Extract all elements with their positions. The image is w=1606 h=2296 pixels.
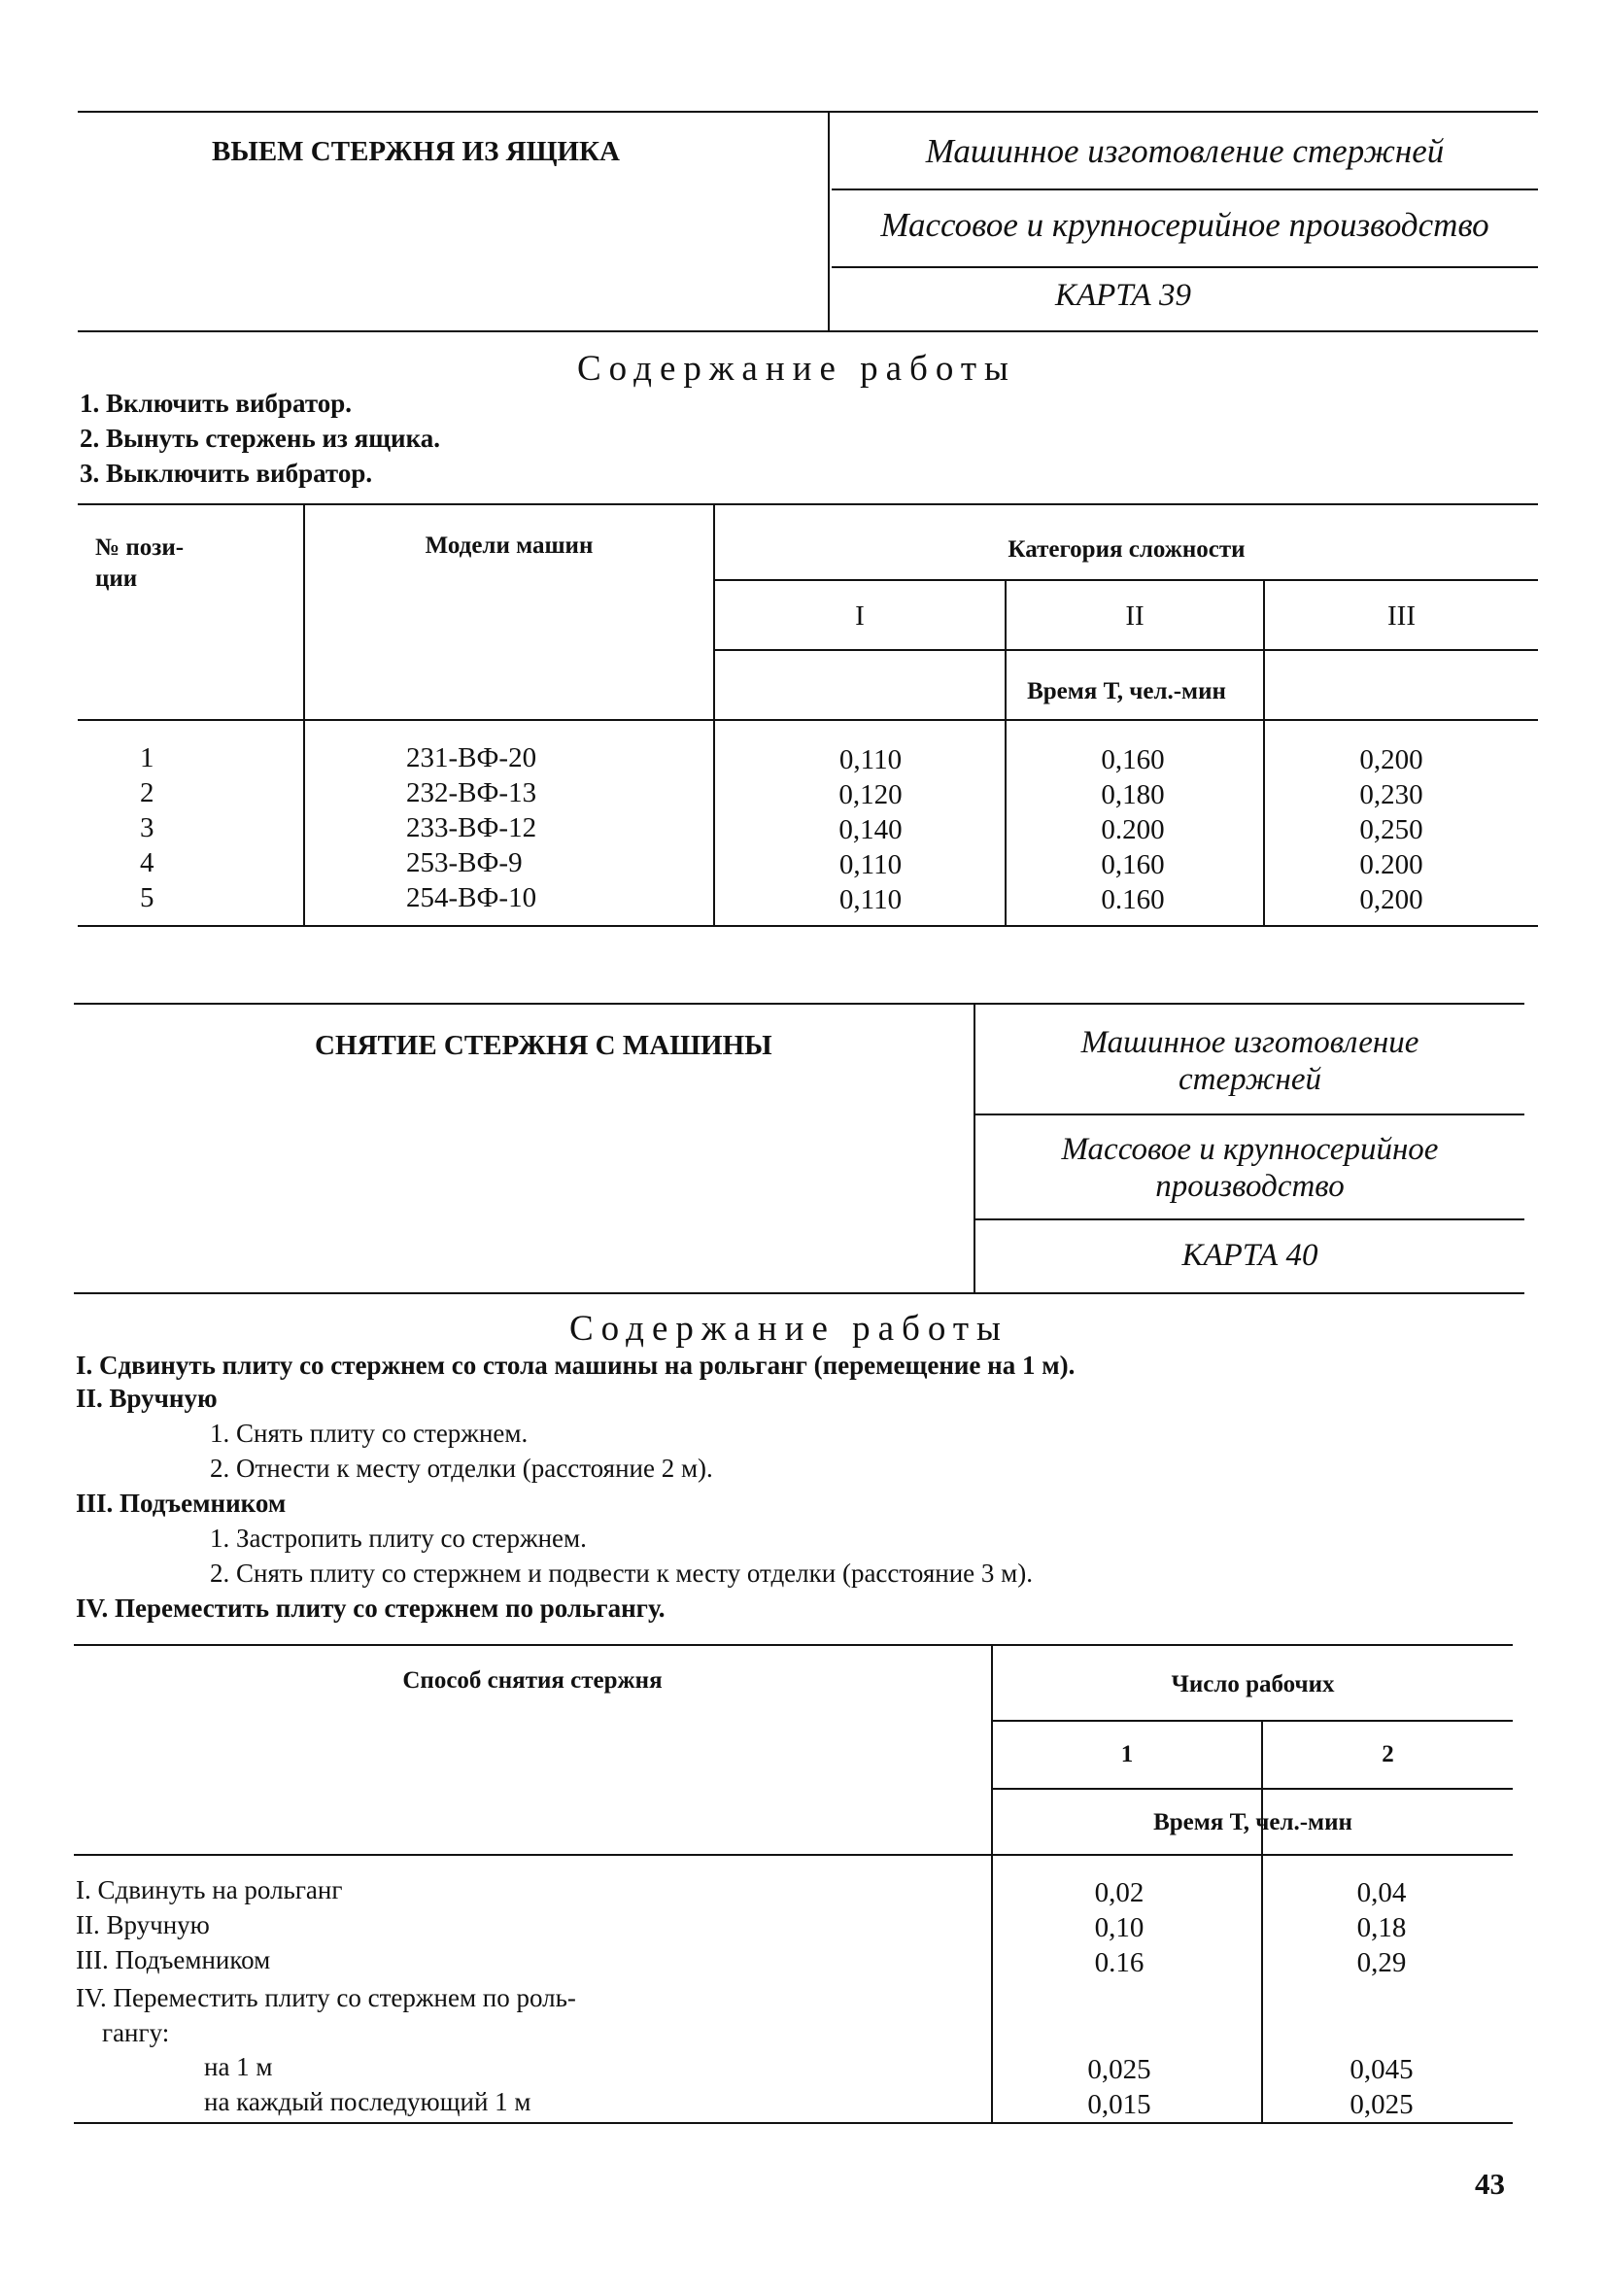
- divider: [715, 649, 1538, 651]
- table-cell: 253-ВФ-9: [406, 847, 523, 878]
- category-I: I: [855, 600, 865, 632]
- col-header-complexity: Категория сложности: [1008, 536, 1246, 563]
- table-cell: 5: [140, 882, 154, 913]
- table-cell: 254-ВФ-10: [406, 882, 537, 913]
- card39-section-title: Содержание работы: [577, 349, 1016, 389]
- card40-step: II. Вручную: [76, 1384, 218, 1413]
- divider: [1005, 581, 1007, 925]
- table-cell: 1: [140, 742, 154, 773]
- card40-step: 1. Снять плиту со стержнем.: [210, 1419, 529, 1448]
- card40-step: 2. Снять плиту со стержнем и подвести к месту отделки (расстояние 3 м).: [210, 1559, 1033, 1588]
- table-cell: 0,110: [838, 849, 903, 880]
- divider: [303, 505, 305, 925]
- col-header-models: Модели машин: [425, 532, 594, 559]
- divider: [74, 1292, 1524, 1294]
- divider: [715, 579, 1538, 581]
- divider: [74, 1003, 1524, 1005]
- divider: [828, 111, 830, 330]
- card40-step: III. Подъемником: [76, 1489, 287, 1518]
- card40-title: СНЯТИЕ СТЕРЖНЯ С МАШИНЫ: [315, 1030, 772, 1061]
- divider: [993, 1720, 1513, 1722]
- table-row-label: III. Подъемником: [76, 1945, 271, 1974]
- table-cell: 0,025: [1087, 2054, 1151, 2085]
- table-cell: 0.200: [1359, 849, 1423, 880]
- card39-process: Машинное изготовление стержней: [925, 132, 1445, 170]
- table-cell: 0,10: [1094, 1912, 1145, 1943]
- col-header-method: Способ снятия стержня: [402, 1667, 663, 1694]
- divider: [78, 719, 1538, 721]
- table-cell: 0,200: [1359, 744, 1423, 775]
- divider: [975, 1218, 1524, 1220]
- table-cell: 0,02: [1094, 1877, 1145, 1908]
- table-cell: 0,045: [1350, 2054, 1414, 2085]
- table-cell: 0,29: [1356, 1947, 1407, 1978]
- category-II: II: [1125, 600, 1145, 632]
- table-cell: 0,110: [838, 744, 903, 775]
- divider: [713, 505, 715, 925]
- time-label: Время Т, чел.-мин: [1027, 678, 1226, 704]
- table-row-label: на каждый последующий 1 м: [204, 2087, 531, 2116]
- table-cell: 4: [140, 847, 154, 878]
- table-cell: 0.16: [1094, 1947, 1145, 1978]
- divider: [1261, 1722, 1263, 2122]
- col-header-workers: Число рабочих: [1171, 1671, 1335, 1697]
- card39-step-3: 3. Выключить вибратор.: [80, 459, 373, 488]
- divider: [74, 1644, 1513, 1646]
- card40-step: 2. Отнести к месту отделки (расстояние 2 м).: [210, 1454, 713, 1483]
- card40-section-title: Содержание работы: [569, 1309, 1008, 1349]
- table-row-label: II. Вручную: [76, 1910, 210, 1939]
- table-cell: 0,04: [1356, 1877, 1407, 1908]
- table-cell: 0.160: [1101, 884, 1165, 915]
- table-row-label: на 1 м: [204, 2052, 273, 2081]
- divider: [975, 1114, 1524, 1115]
- divider: [74, 1854, 1513, 1856]
- workers-2: 2: [1382, 1741, 1394, 1767]
- time-label: Время Т, чел.-мин: [1153, 1809, 1352, 1835]
- divider: [74, 2122, 1513, 2124]
- card39-title: ВЫЕМ СТЕРЖНЯ ИЗ ЯЩИКА: [212, 136, 620, 167]
- card40-production: Массовое и крупносерийное производство: [1061, 1132, 1439, 1204]
- table-cell: 232-ВФ-13: [406, 777, 537, 808]
- divider: [1263, 581, 1265, 925]
- card39-step-2: 2. Вынуть стержень из ящика.: [80, 424, 440, 453]
- card40-card-number: КАРТА 40: [1181, 1238, 1318, 1273]
- card39-step-1: 1. Включить вибратор.: [80, 389, 353, 418]
- page-number: 43: [1475, 2167, 1505, 2201]
- table-cell: 0,160: [1101, 849, 1165, 880]
- divider: [78, 111, 1538, 113]
- workers-1: 1: [1120, 1741, 1134, 1767]
- table-cell: 0,18: [1356, 1912, 1407, 1943]
- card40-process: Машинное изготовление стержней: [1080, 1025, 1419, 1097]
- card39-production: Массовое и крупносерийное производство: [880, 206, 1489, 244]
- card39-card-number: КАРТА 39: [1055, 278, 1191, 313]
- table-row-label: I. Сдвинуть на рольганг: [76, 1875, 343, 1904]
- table-cell: 0,250: [1359, 814, 1423, 845]
- card40-step: I. Сдвинуть плиту со стержнем со стола машины на рольганг (перемещение на 1 м).: [76, 1351, 1076, 1380]
- table-cell: 0,110: [838, 884, 903, 915]
- divider: [991, 1646, 993, 2122]
- table-cell: 0,200: [1359, 884, 1423, 915]
- table-cell: 0,180: [1101, 779, 1165, 810]
- table-cell: 0,015: [1087, 2089, 1151, 2120]
- table-cell: 231-ВФ-20: [406, 742, 537, 773]
- divider: [832, 266, 1538, 268]
- table-cell: 0,160: [1101, 744, 1165, 775]
- table-cell: 0.200: [1101, 814, 1165, 845]
- table-cell: 0,140: [838, 814, 903, 845]
- card40-step: IV. Переместить плиту со стержнем по рольгангу.: [76, 1593, 666, 1623]
- divider: [78, 330, 1538, 332]
- table-cell: 0,025: [1350, 2089, 1414, 2120]
- divider: [832, 188, 1538, 190]
- divider: [78, 503, 1538, 505]
- table-cell: 0,120: [838, 779, 903, 810]
- divider: [78, 925, 1538, 927]
- table-row-label: IV. Переместить плиту со стержнем по роль- гангу:: [76, 1983, 576, 2047]
- table-cell: 3: [140, 812, 154, 843]
- table-cell: 0,230: [1359, 779, 1423, 810]
- divider: [993, 1788, 1513, 1790]
- card40-step: 1. Застропить плиту со стержнем.: [210, 1524, 587, 1553]
- table-cell: 2: [140, 777, 154, 808]
- col-header-position: № пози- ции: [95, 534, 185, 592]
- table-cell: 233-ВФ-12: [406, 812, 537, 843]
- category-III: III: [1387, 600, 1416, 632]
